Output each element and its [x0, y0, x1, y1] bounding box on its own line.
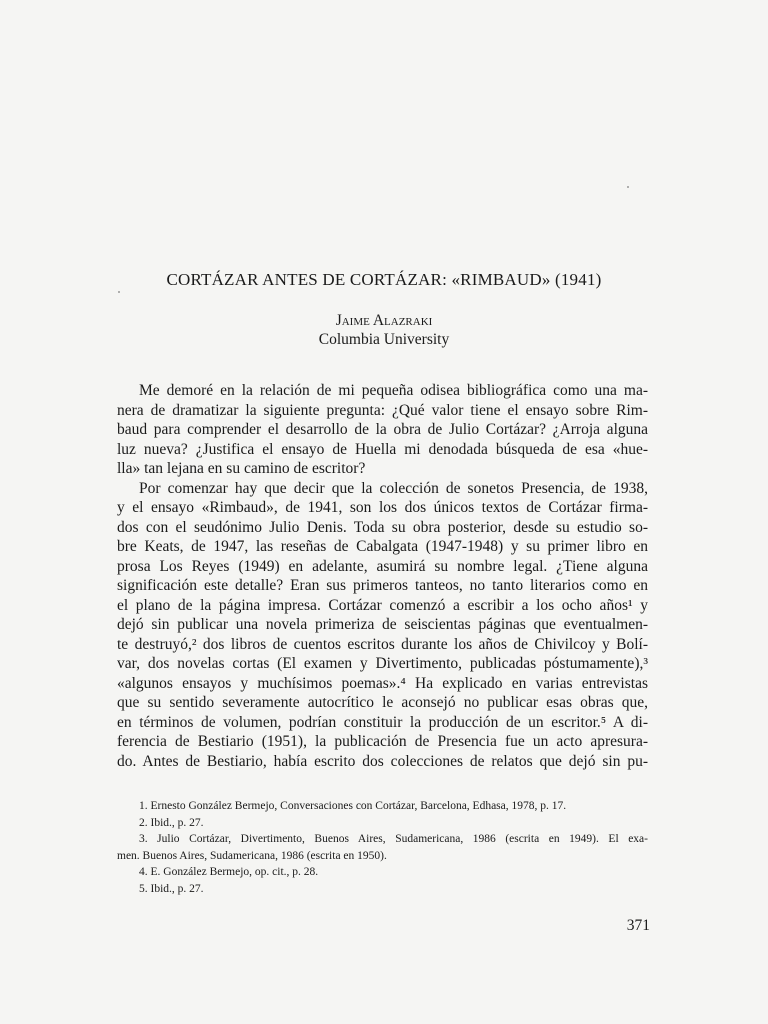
body-line: Por comenzar hay que decir que la colección de sonetos Presencia, de 1938, — [139, 479, 648, 497]
scan-speck — [627, 186, 629, 188]
body-line: nera de dramatizar la siguiente pregunta: ¿Qué valor tiene el ensayo sobre Rim- — [117, 401, 648, 419]
body-line: bre Keats, de 1947, las reseñas de Cabalgata (1947-1948) y su primer libro en — [117, 538, 648, 555]
author-affiliation: Columbia University — [318, 331, 450, 348]
body-line: do. Antes de Bestiario, había escrito dos colecciones de relatos que dejó sin pu- — [117, 752, 648, 770]
footnote: 2. Ibid., p. 27. — [139, 816, 204, 829]
body-line: significación este detalle? Eran sus primeros tanteos, no tanto literarios como en — [117, 577, 648, 594]
footnote: 3. Julio Cortázar, Divertimento, Buenos Aires, Sudamericana, 1986 (escrita en 1949). El exa- — [139, 833, 648, 845]
author-name: Jaime Alazraki — [335, 312, 433, 329]
body-line: ferencia de Bestiario (1951), la publicación de Presencia fue un acto apresura- — [117, 733, 648, 750]
body-line: en términos de volumen, podrían constituir la producción de un escritor.⁵ A di- — [117, 713, 648, 731]
body-line: prosa Los Reyes (1949) en adelante, asumirá su nombre legal. ¿Tiene alguna — [117, 557, 648, 575]
footnote: men. Buenos Aires, Sudamericana, 1986 (escrita en 1950). — [117, 849, 387, 862]
body-line: que su sentido severamente autocrítico le aconsejó no publicar esas obras que, — [117, 694, 648, 711]
body-line: luz nueva? ¿Justifica el ensayo de Huella mi denodada búsqueda de esa «hue- — [117, 440, 648, 458]
body-text — [117, 381, 648, 771]
body-line: Me demoré en la relación de mi pequeña odisea bibliográfica como una ma- — [139, 382, 648, 399]
body-line: baud para comprender el desarrollo de la obra de Julio Cortázar? ¿Arroja alguna — [117, 421, 648, 438]
body-line: y el ensayo «Rimbaud», de 1941, son los dos únicos textos de Cortázar firma- — [117, 499, 648, 516]
footnote: 4. E. González Bermejo, op. cit., p. 28. — [139, 866, 319, 878]
body-line: lla» tan lejana en su camino de escritor? — [117, 460, 366, 477]
body-line: dejó sin publicar una novela primeriza de seiscientas páginas que eventualmen- — [117, 616, 648, 633]
body-line: el plano de la página impresa. Cortázar comenzó a escribir a los ocho años¹ y — [117, 596, 648, 614]
body-line: te destruyó,² dos libros de cuentos escritos durante los años de Chivilcoy y Bolí- — [117, 635, 648, 653]
page-number: 371 — [626, 917, 650, 934]
footnotes — [117, 798, 648, 897]
footnote: 1. Ernesto González Bermejo, Conversaciones con Cortázar, Barcelona, Edhasa, 1978, p. 17. — [139, 800, 567, 812]
body-line: «algunos ensayos y muchísimos poemas».⁴ Ha explicado en varias entrevistas — [117, 674, 648, 692]
scan-speck — [118, 291, 120, 293]
body-line: var, dos novelas cortas (El examen y Divertimento, publicadas póstumamente),³ — [117, 655, 648, 672]
body-line: dos con el seudónimo Julio Denis. Toda su obra posterior, desde su estudio so- — [117, 518, 648, 536]
article-title: CORTÁZAR ANTES DE CORTÁZAR: «RIMBAUD» (1941) — [166, 270, 602, 289]
footnote: 5. Ibid., p. 27. — [139, 882, 204, 895]
